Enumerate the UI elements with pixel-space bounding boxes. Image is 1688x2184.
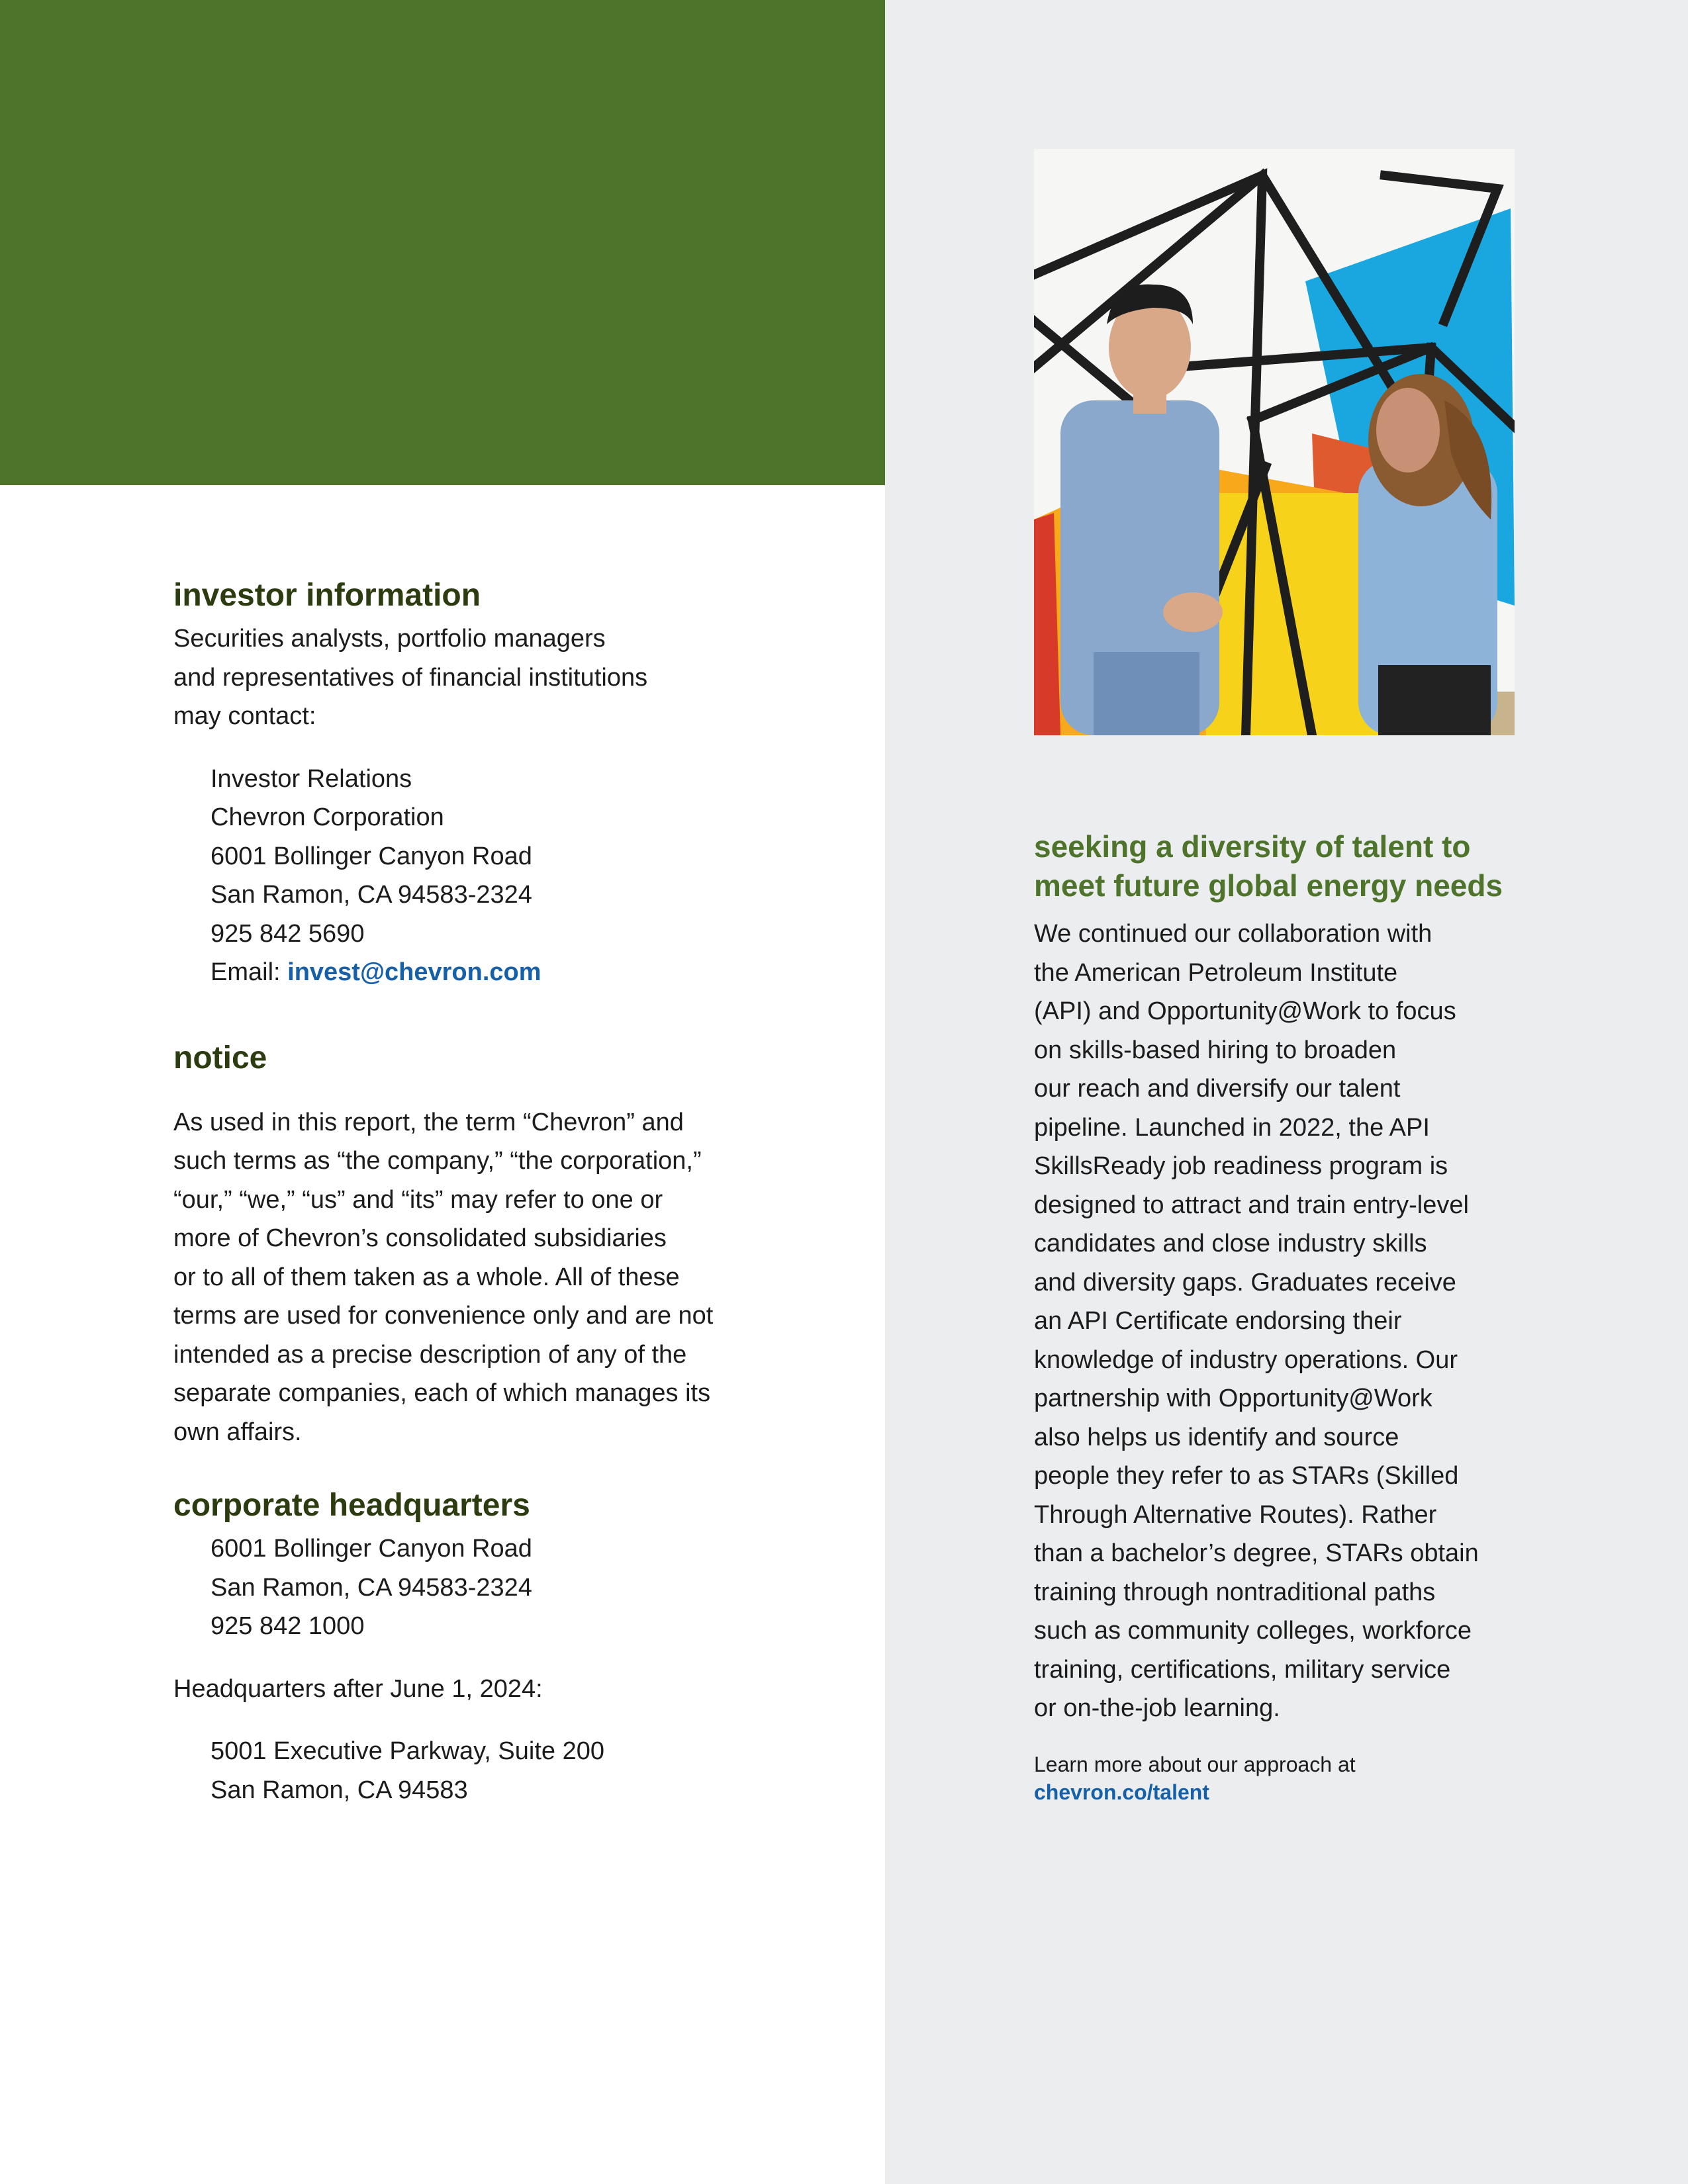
- address-line: San Ramon, CA 94583: [211, 1776, 468, 1804]
- email-label: Email:: [211, 958, 288, 986]
- employees-photo: [1034, 149, 1515, 735]
- photo-illustration: [1034, 149, 1515, 735]
- address-line: 6001 Bollinger Canyon Road: [211, 842, 532, 870]
- notice-heading: notice: [173, 1040, 267, 1075]
- learn-more: [1034, 1751, 1524, 1806]
- talent-heading: [1034, 827, 1524, 905]
- investor-relations-address: [173, 760, 769, 992]
- learn-more-text: Learn more about our approach at: [1034, 1752, 1356, 1776]
- talent-line: partnership with Opportunity@Work: [1034, 1385, 1432, 1412]
- talent-line: candidates and close industry skills: [1034, 1230, 1427, 1257]
- talent-line: We continued our collaboration with: [1034, 920, 1432, 948]
- talent-line: Through Alternative Routes). Rather: [1034, 1500, 1437, 1529]
- notice-line: more of Chevron’s consolidated subsidiaries: [173, 1224, 667, 1252]
- talent-line: (API) and Opportunity@Work to focus: [1034, 997, 1456, 1025]
- green-color-block: [0, 0, 885, 485]
- notice-line: intended as a precise description of any of the: [173, 1340, 687, 1369]
- intro-line: Securities analysts, portfolio managers: [173, 625, 606, 653]
- intro-line: and representatives of financial institutions: [173, 663, 648, 692]
- talent-heading-line: seeking a diversity of talent to: [1034, 829, 1471, 864]
- hq-new-address: [173, 1732, 769, 1809]
- notice-line: or to all of them taken as a whole. All of these: [173, 1263, 680, 1291]
- notice-line: such terms as “the company,” “the corporation,”: [173, 1147, 702, 1175]
- talent-line: our reach and diversify our talent: [1034, 1075, 1401, 1103]
- notice-text: [173, 1103, 769, 1452]
- talent-line: such as community colleges, workforce: [1034, 1617, 1472, 1645]
- hq-after-date-label: Headquarters after June 1, 2024:: [173, 1674, 543, 1703]
- talent-line: also helps us identify and source: [1034, 1423, 1399, 1451]
- talent-line: on skills-based hiring to broaden: [1034, 1036, 1397, 1064]
- investor-intro: [173, 619, 769, 736]
- talent-line: designed to attract and train entry-level: [1034, 1191, 1469, 1219]
- address-line: San Ramon, CA 94583-2324: [211, 1573, 532, 1602]
- address-line: 5001 Executive Parkway, Suite 200: [211, 1737, 604, 1765]
- talent-line: and diversity gaps. Graduates receive: [1034, 1268, 1456, 1297]
- talent-line: an API Certificate endorsing their: [1034, 1307, 1402, 1335]
- left-column: [173, 576, 769, 1809]
- right-column: [1034, 827, 1524, 1806]
- talent-line: knowledge of industry operations. Our: [1034, 1345, 1458, 1374]
- phone-number: 925 842 1000: [211, 1612, 365, 1640]
- address-line: 6001 Bollinger Canyon Road: [211, 1535, 532, 1563]
- email-line: [211, 953, 769, 992]
- corporate-headquarters-heading: corporate headquarters: [173, 1488, 530, 1523]
- notice-line: “our,” “we,” “us” and “its” may refer to one or: [173, 1185, 663, 1214]
- talent-line: SkillsReady job readiness program is: [1034, 1152, 1448, 1180]
- talent-line: training, certifications, military service: [1034, 1655, 1451, 1684]
- hq-address: [173, 1529, 769, 1646]
- talent-link[interactable]: chevron.co/talent: [1034, 1780, 1209, 1804]
- talent-line: training through nontraditional paths: [1034, 1578, 1436, 1606]
- talent-line: or on-the-job learning.: [1034, 1694, 1280, 1722]
- notice-line: As used in this report, the term “Chevron” and: [173, 1108, 684, 1136]
- address-line: San Ramon, CA 94583-2324: [211, 881, 532, 909]
- talent-line: pipeline. Launched in 2022, the API: [1034, 1113, 1430, 1142]
- investor-email-link[interactable]: invest@chevron.com: [287, 958, 541, 986]
- address-line: Chevron Corporation: [211, 803, 444, 831]
- talent-line: the American Petroleum Institute: [1034, 958, 1398, 987]
- notice-line: terms are used for convenience only and are not: [173, 1302, 714, 1330]
- address-line: Investor Relations: [211, 764, 412, 793]
- investor-information-heading: investor information: [173, 578, 481, 613]
- phone-number: 925 842 5690: [211, 919, 365, 948]
- talent-heading-line: meet future global energy needs: [1034, 868, 1503, 903]
- notice-line: own affairs.: [173, 1418, 302, 1446]
- notice-line: separate companies, each of which manages its: [173, 1379, 711, 1407]
- talent-body: [1034, 915, 1524, 1728]
- intro-line: may contact:: [173, 702, 316, 730]
- talent-line: than a bachelor’s degree, STARs obtain: [1034, 1539, 1479, 1567]
- talent-line: people they refer to as STARs (Skilled: [1034, 1462, 1459, 1490]
